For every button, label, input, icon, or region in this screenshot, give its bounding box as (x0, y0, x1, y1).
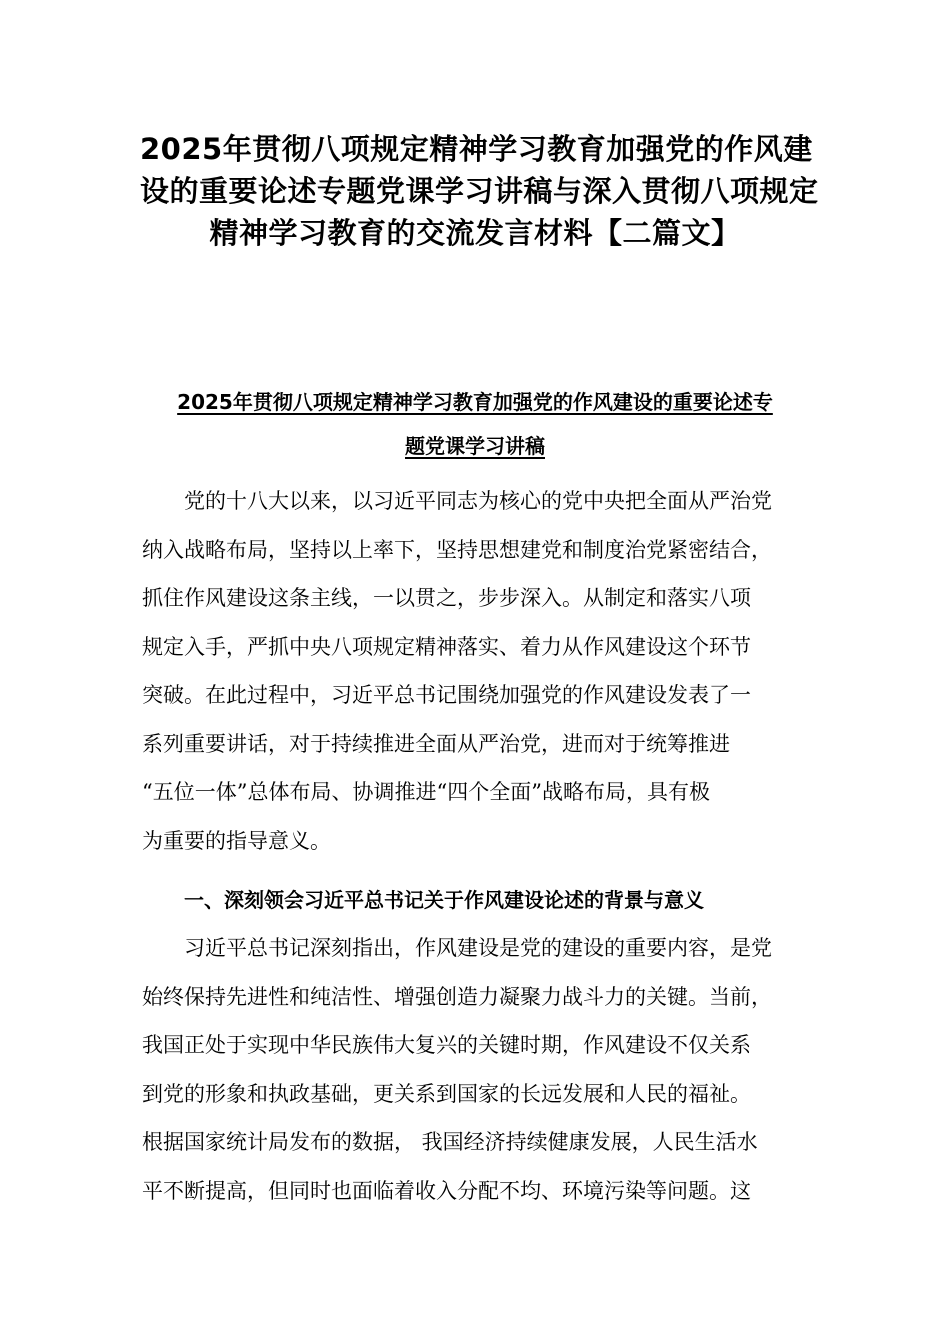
paragraph-background (142, 924, 812, 1215)
document-title-line: 精神学习教育的交流发言材料【二篇文】 (209, 216, 741, 250)
paragraph-line: 平不断提高，但同时也面临着收入分配不均、环境污染等问题。这 (142, 1178, 751, 1203)
paragraph-line: 突破。在此过程中，习近平总书记围绕加强党的作风建设发表了一 (142, 683, 751, 707)
paragraph-line: 党的十八大以来，以习近平同志为核心的党中央把全面从严治党 (184, 489, 772, 513)
paragraph-intro (142, 477, 812, 865)
paragraph-line: 规定入手，严抓中央八项规定精神落实、着力从作风建设这个环节 (142, 634, 751, 659)
paragraph-line: 习近平总书记深刻指出，作风建设是党的建设的重要内容，是党 (184, 936, 772, 960)
paragraph-line: 我国正处于实现中华民族伟大复兴的关键时期，作风建设不仅关系 (142, 1033, 751, 1057)
paragraph-line: 系列重要讲话，对于持续推进全面从严治党，进而对于统筹推进 (142, 731, 730, 756)
paragraph-line: 为重要的指导意义。 (142, 828, 331, 853)
paragraph-line: 根据国家统计局发布的数据， 我国经济持续健康发展，人民生活水 (142, 1130, 758, 1154)
document-title (140, 128, 819, 254)
paragraph-line: 到党的形象和执政基础，更关系到国家的长远发展和人民的福祉。 (142, 1081, 751, 1106)
document-title-line: 2025年贯彻八项规定精神学习教育加强党的作风建 (140, 132, 813, 166)
section-title-line: 2025年贯彻八项规定精神学习教育加强党的作风建设的重要论述专 (177, 390, 773, 414)
section-title-line: 题党课学习讲稿 (405, 434, 545, 458)
paragraph-line: 始终保持先进性和纯洁性、增强创造力凝聚力战斗力的关键。当前， (142, 984, 772, 1009)
paragraph-line: 抓住作风建设这条主线，一以贯之，步步深入。从制定和落实八项 (142, 586, 751, 610)
document-title-line: 设的重要论述专题党课学习讲稿与深入贯彻八项规定 (140, 174, 819, 208)
paragraph-line: 纳入战略布局，坚持以上率下，坚持思想建党和制度治党紧密结合， (142, 537, 772, 562)
paragraph-line: “五位一体”总体布局、协调推进“四个全面”战略布局，具有极 (142, 780, 710, 804)
section-title (140, 380, 810, 468)
heading-section-one: 一、深刻领会习近平总书记关于作风建设论述的背景与意义 (184, 888, 704, 912)
